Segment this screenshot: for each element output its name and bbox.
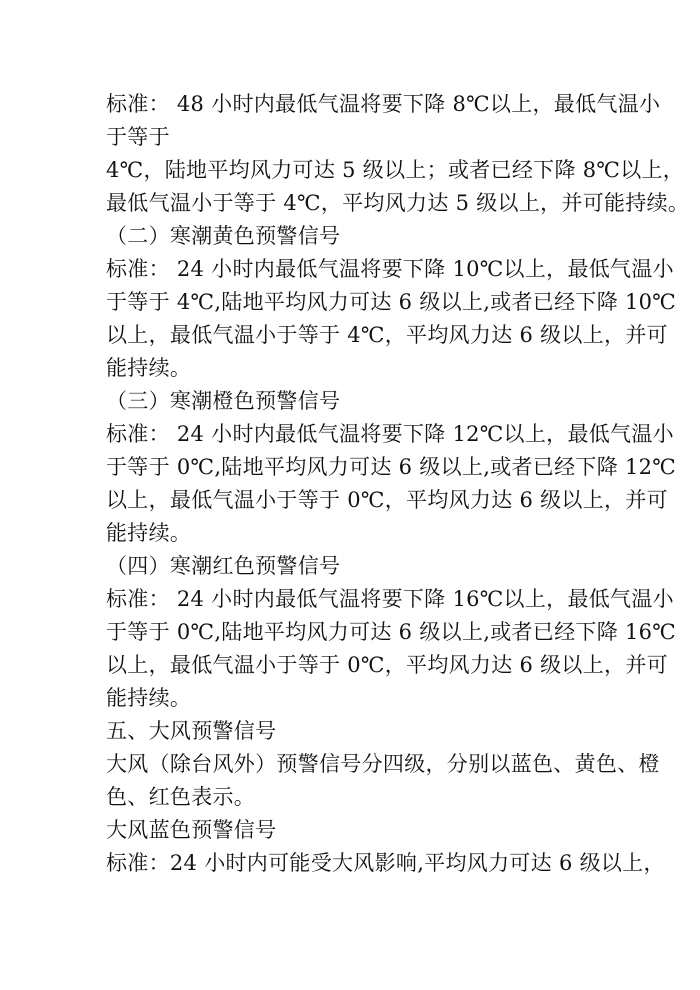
text-line: 于等于 0℃,陆地平均风力可达 6 级以上,或者已经下降 12℃ (106, 455, 677, 479)
text-line: 标准： 24 小时内最低气温将要下降 16℃以上，最低气温小 (106, 587, 674, 611)
text-line: 标准： 24 小时内最低气温将要下降 10℃以上，最低气温小 (106, 257, 674, 281)
text-line: 大风（除台风外）预警信号分四级，分别以蓝色、黄色、橙 (106, 752, 660, 776)
text-line: 标准： 24 小时内最低气温将要下降 12℃以上，最低气温小 (106, 422, 674, 446)
text-line: 以上，最低气温小于等于 4℃，平均风力达 6 级以上，并可 (106, 323, 668, 347)
text-line: 于等于 0℃,陆地平均风力可达 6 级以上,或者已经下降 16℃ (106, 620, 677, 644)
section-heading: （二）寒潮黄色预警信号 (106, 224, 341, 248)
text-line: 于等于 4℃,陆地平均风力可达 6 级以上,或者已经下降 10℃ (106, 290, 677, 314)
text-line: 能持续。 (106, 686, 192, 710)
section-heading: 大风蓝色预警信号 (106, 818, 277, 842)
section-heading: （四）寒潮红色预警信号 (106, 554, 341, 578)
text-line: 标准：24 小时内可能受大风影响,平均风力可达 6 级以上， (106, 851, 665, 875)
text-line: 能持续。 (106, 521, 192, 545)
text-line: 标准： 48 小时内最低气温将要下降 8℃以上，最低气温小 (106, 92, 661, 116)
text-line: 最低气温小于等于 4℃，平均风力达 5 级以上，并可能持续。 (106, 191, 690, 215)
text-line: 能持续。 (106, 356, 192, 380)
text-line: 以上，最低气温小于等于 0℃，平均风力达 6 级以上，并可 (106, 488, 668, 512)
section-heading: 五、大风预警信号 (106, 719, 277, 743)
text-line: 色、红色表示。 (106, 785, 256, 809)
section-heading: （三）寒潮橙色预警信号 (106, 389, 341, 413)
text-line: 4℃，陆地平均风力可达 5 级以上；或者已经下降 8℃以上， (106, 158, 685, 182)
text-line: 以上，最低气温小于等于 0℃，平均风力达 6 级以上，并可 (106, 653, 668, 677)
text-line: 于等于 (106, 125, 170, 149)
